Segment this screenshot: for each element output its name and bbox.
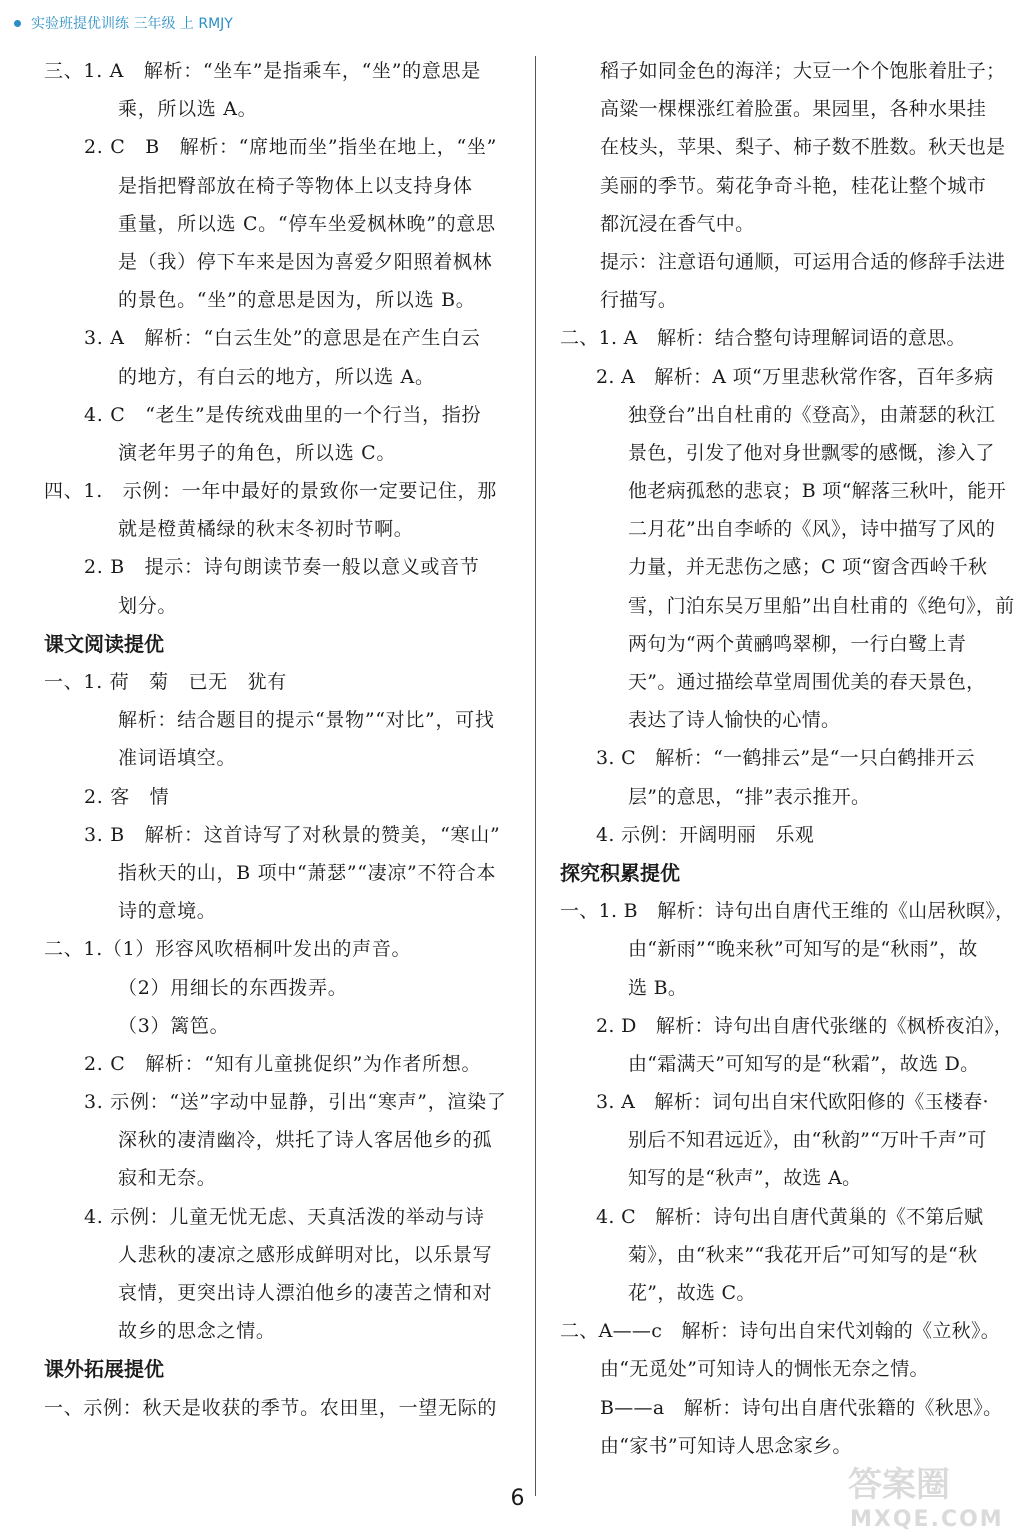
section-heading: 课文阅读提优 xyxy=(44,631,164,656)
text-line: 深秋的凄清幽冷，烘托了诗人客居他乡的孤 xyxy=(118,1129,493,1152)
text-line: 4. C 解析：诗句出自唐代黄巢的《不第后赋 xyxy=(596,1205,984,1228)
text-line: 一、示例：秋天是收获的季节。农田里，一望无际的 xyxy=(44,1396,498,1419)
text-line: 二、1.（1）形容风吹梧桐叶发出的声音。 xyxy=(44,938,412,961)
text-line: 高粱一棵棵涨红着脸蛋。果园里，各种水果挂 xyxy=(600,98,987,121)
text-line: 美丽的季节。菊花争奇斗艳，桂花让整个城市 xyxy=(600,174,987,197)
text-line: 稻子如同金色的海洋；大豆一个个饱胀着肚子； xyxy=(600,60,1006,82)
text-line: 寂和无奈。 xyxy=(118,1167,217,1190)
text-line: 菊》，由“秋来”“我花开后”可知写的是“秋 xyxy=(628,1243,978,1266)
page-number: 6 xyxy=(510,1486,525,1511)
right-column xyxy=(560,52,1015,1465)
text-line: 一、1. 荷 菊 已无 犹有 xyxy=(44,671,287,693)
text-line: 一、1. B 解析：诗句出自唐代王维的《山居秋暝》， xyxy=(560,900,1015,923)
text-line: 层”的意思，“排”表示推开。 xyxy=(628,785,871,808)
text-line: 提示：注意语句通顺，可运用合适的修辞手法进 xyxy=(600,250,1006,273)
text-line: 独登台”出自杜甫的《登高》，由萧瑟的秋江 xyxy=(628,403,996,426)
text-line: 雪，门泊东吴万里船”出自杜甫的《绝句》，前 xyxy=(628,594,1015,617)
watermark-logo xyxy=(846,1456,1026,1532)
watermark-bottom: MXQE.COM xyxy=(850,1507,1004,1532)
text-line: 4. 示例：儿童无忧无虑、天真活泼的举动与诗 xyxy=(84,1205,485,1228)
text-line: 选 B。 xyxy=(628,976,688,999)
text-line: 别后不知君远近》，由“秋韵”“万叶千声”可 xyxy=(628,1129,987,1152)
text-line: 4. 示例：开阔明丽 乐观 xyxy=(596,823,815,846)
text-line: 4. C “老生”是传统戏曲里的一个行当，指扮 xyxy=(84,403,482,426)
text-line: 2. B 提示：诗句朗读节奏一般以意义或音节 xyxy=(84,556,480,579)
text-line: 解析：结合题目的提示“景物”“对比”，可找 xyxy=(118,709,495,732)
text-line: 由“无觅处”可知诗人的惆怅无奈之情。 xyxy=(600,1358,929,1381)
text-line: 3. C 解析：“一鹤排云”是“一只白鹤排开云 xyxy=(596,747,975,770)
text-line: 他老病孤愁的悲哀；B 项“解落三秋叶，能开 xyxy=(628,480,1007,503)
text-line: 行描写。 xyxy=(600,289,678,312)
text-line: 3. 示例：“送”字动中显静，引出“寒声”，渲染了 xyxy=(84,1091,507,1114)
text-line: 力量，并无悲伤之感；C 项“窗含西岭千秋 xyxy=(628,556,988,579)
text-line: 哀情，更突出诗人漂泊他乡的凄苦之情和对 xyxy=(118,1282,493,1304)
watermark-top: 答案圈 xyxy=(848,1465,950,1505)
text-line: 2. C B 解析：“席地而坐”指坐在地上，“坐” xyxy=(84,136,498,159)
text-line: 3. B 解析：这首诗写了对秋景的赞美，“寒山” xyxy=(84,823,501,846)
text-line: 由“霜满天”可知写的是“秋霜”，故选 D。 xyxy=(628,1052,980,1075)
text-line: 乘，所以选 A。 xyxy=(118,98,258,121)
text-line: 2. 客 情 xyxy=(84,785,170,808)
text-line: 的景色。“坐”的意思是因为，所以选 B。 xyxy=(118,289,476,312)
text-line: 划分。 xyxy=(118,594,178,617)
section-heading: 课外拓展提优 xyxy=(44,1357,164,1382)
text-line: 的地方，有白云的地方，所以选 A。 xyxy=(118,365,435,388)
text-line: 二月花”出自李峤的《风》，诗中描写了风的 xyxy=(628,518,996,541)
text-line: 就是橙黄橘绿的秋末冬初时节啊。 xyxy=(118,518,414,541)
text-line: 指秋天的山，B 项中“萧瑟”“凄凉”不符合本 xyxy=(118,861,497,884)
text-line: 是指把臀部放在椅子等物体上以支持身体 xyxy=(118,174,473,197)
text-line: 由“新雨”“晚来秋”可知写的是“秋雨”，故 xyxy=(628,938,978,961)
text-line: 二、A——c 解析：诗句出自宋代刘翰的《立秋》。 xyxy=(560,1320,1001,1343)
text-line: 都沉浸在香气中。 xyxy=(600,212,755,235)
text-line: 诗的意境。 xyxy=(118,900,217,923)
text-line: 重量，所以选 C。“停车坐爱枫林晚”的意思 xyxy=(118,212,496,235)
text-line: 准词语填空。 xyxy=(118,747,237,770)
text-line: 在枝头，苹果、梨子、柿子数不胜数。秋天也是 xyxy=(600,136,1006,159)
text-line: （2）用细长的东西拨弄。 xyxy=(118,976,348,999)
text-line: 演老年男子的角色，所以选 C。 xyxy=(118,441,397,464)
text-line: 是（我）停下车来是因为喜爱夕阳照着枫林 xyxy=(118,250,493,273)
section-heading: 探究积累提优 xyxy=(560,860,680,885)
text-line: 表达了诗人愉快的心情。 xyxy=(628,709,841,732)
column-divider xyxy=(535,56,536,1496)
running-header xyxy=(14,10,233,36)
text-line: 花”，故选 C。 xyxy=(628,1282,756,1304)
text-line: 人悲秋的凄凉之感形成鲜明对比，以乐景写 xyxy=(118,1243,493,1266)
text-line: 景色，引发了他对身世飘零的感慨，渗入了 xyxy=(628,441,995,464)
text-line: 3. A 解析：词句出自宋代欧阳修的《玉楼春· xyxy=(596,1091,989,1114)
text-line: （3）篱笆。 xyxy=(118,1014,230,1037)
text-line: B——a 解析：诗句出自唐代张籍的《秋思》。 xyxy=(600,1396,1003,1419)
text-line: 三、1. A 解析：“坐车”是指乘车，“坐”的意思是 xyxy=(44,60,481,82)
text-line: 两句为“两个黄鹂鸣翠柳，一行白鹭上青 xyxy=(628,632,967,655)
left-column xyxy=(44,52,512,1427)
text-line: 故乡的思念之情。 xyxy=(118,1320,276,1343)
text-line: 四、1. 示例：一年中最好的景致你一定要记住，那 xyxy=(44,480,497,503)
text-line: 3. A 解析：“白云生处”的意思是在产生白云 xyxy=(84,327,481,350)
text-line: 知写的是“秋声”，故选 A。 xyxy=(628,1167,862,1190)
header-title: 实验班提优训练 三年级 上 RMJY xyxy=(31,16,233,32)
text-line: 2. A 解析：A 项“万里悲秋常作客，百年多病 xyxy=(596,365,994,388)
text-line: 2. D 解析：诗句出自唐代张继的《枫桥夜泊》， xyxy=(596,1014,1014,1037)
text-line: 天”。通过描绘草堂周围优美的春天景色， xyxy=(628,671,986,693)
text-line: 二、1. A 解析：结合整句诗理解词语的意思。 xyxy=(560,327,966,350)
text-line: 由“家书”可知诗人思念家乡。 xyxy=(600,1434,852,1457)
header-bullet-icon xyxy=(14,20,21,27)
text-line: 2. C 解析：“知有儿童挑促织”为作者所想。 xyxy=(84,1052,482,1075)
